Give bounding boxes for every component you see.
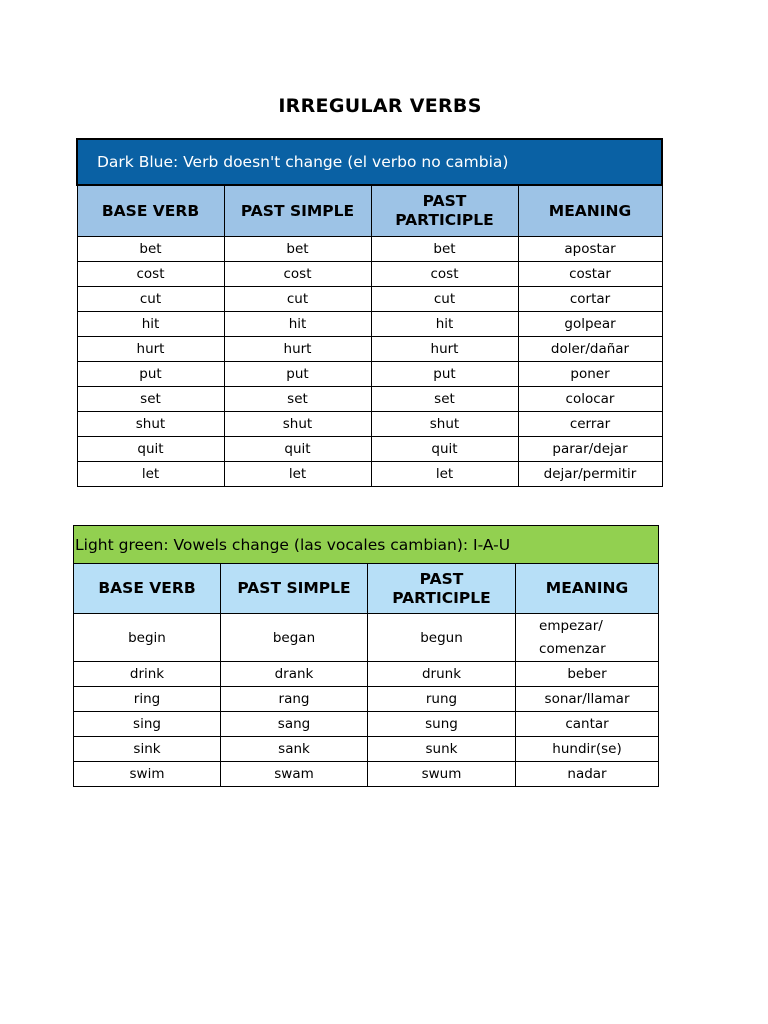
cell-past-participle: quit <box>371 437 518 462</box>
cell-past-participle: swum <box>368 762 516 787</box>
cell-past-participle: sunk <box>368 737 516 762</box>
table-row <box>77 462 662 487</box>
cell-meaning: cortar <box>518 287 662 312</box>
cell-base-verb: let <box>77 462 224 487</box>
table-row <box>74 762 659 787</box>
table-row <box>74 687 659 712</box>
cell-meaning: cantar <box>516 712 659 737</box>
cell-meaning: sonar/llamar <box>516 687 659 712</box>
cell-base-verb: cost <box>77 262 224 287</box>
table-row <box>74 737 659 762</box>
cell-meaning: hundir(se) <box>516 737 659 762</box>
cell-base-verb: sink <box>74 737 221 762</box>
cell-past-participle: rung <box>368 687 516 712</box>
table-row <box>77 262 662 287</box>
column-header-base-verb: BASE VERB <box>74 564 221 614</box>
table-row <box>77 412 662 437</box>
cell-meaning: doler/dañar <box>518 337 662 362</box>
column-header-meaning: MEANING <box>516 564 659 614</box>
cell-base-verb: cut <box>77 287 224 312</box>
table-row <box>77 312 662 337</box>
table-banner: Dark Blue: Verb doesn't change (el verbo no cambia) <box>77 139 662 185</box>
cell-base-verb: ring <box>74 687 221 712</box>
table-row <box>77 337 662 362</box>
cell-past-participle: set <box>371 387 518 412</box>
cell-meaning <box>516 614 659 662</box>
cell-past-simple: put <box>224 362 371 387</box>
table-header-row <box>77 185 662 237</box>
cell-past-participle: hit <box>371 312 518 337</box>
cell-base-verb: put <box>77 362 224 387</box>
cell-base-verb: set <box>77 387 224 412</box>
cell-base-verb: sing <box>74 712 221 737</box>
cell-past-simple: shut <box>224 412 371 437</box>
column-header-past-participle: PAST PARTICIPLE <box>368 564 516 614</box>
table-banner-row <box>74 526 659 564</box>
cell-past-participle: cost <box>371 262 518 287</box>
cell-past-participle: drunk <box>368 662 516 687</box>
cell-past-simple: cost <box>224 262 371 287</box>
table-row <box>77 387 662 412</box>
cell-past-participle: cut <box>371 287 518 312</box>
cell-past-participle: sung <box>368 712 516 737</box>
cell-base-verb: swim <box>74 762 221 787</box>
cell-past-participle: begun <box>368 614 516 662</box>
table-header-row <box>74 564 659 614</box>
cell-meaning: colocar <box>518 387 662 412</box>
cell-past-simple: hit <box>224 312 371 337</box>
cell-past-simple: cut <box>224 287 371 312</box>
cell-past-simple: began <box>221 614 368 662</box>
table-row <box>77 437 662 462</box>
column-header-base-verb: BASE VERB <box>77 185 224 237</box>
cell-past-simple: rang <box>221 687 368 712</box>
cell-past-simple: quit <box>224 437 371 462</box>
cell-meaning: poner <box>518 362 662 387</box>
cell-meaning: apostar <box>518 237 662 262</box>
column-header-past-participle: PAST PARTICIPLE <box>371 185 518 237</box>
page-title: IRREGULAR VERBS <box>278 95 482 117</box>
table-row <box>74 662 659 687</box>
cell-past-simple: drank <box>221 662 368 687</box>
cell-past-simple: sang <box>221 712 368 737</box>
cell-meaning-text: empezar/ comenzar <box>539 617 606 657</box>
table-banner: Light green: Vowels change (las vocales cambian): I-A-U <box>74 526 659 564</box>
cell-past-simple: let <box>224 462 371 487</box>
cell-meaning: parar/dejar <box>518 437 662 462</box>
verb-table-light-green <box>73 525 659 787</box>
column-header-past-simple: PAST SIMPLE <box>221 564 368 614</box>
cell-past-participle: let <box>371 462 518 487</box>
table-banner-row <box>77 139 662 185</box>
table-row <box>77 362 662 387</box>
cell-past-participle: hurt <box>371 337 518 362</box>
cell-base-verb: begin <box>74 614 221 662</box>
cell-past-participle: bet <box>371 237 518 262</box>
cell-meaning: nadar <box>516 762 659 787</box>
cell-base-verb: quit <box>77 437 224 462</box>
table-row <box>77 287 662 312</box>
cell-base-verb: shut <box>77 412 224 437</box>
verb-table-dark-blue <box>76 138 663 487</box>
cell-past-participle: put <box>371 362 518 387</box>
table-row <box>74 712 659 737</box>
cell-meaning: golpear <box>518 312 662 337</box>
cell-meaning: dejar/permitir <box>518 462 662 487</box>
cell-past-participle: shut <box>371 412 518 437</box>
cell-base-verb: drink <box>74 662 221 687</box>
table-row <box>74 614 659 662</box>
cell-meaning: beber <box>516 662 659 687</box>
cell-past-simple: set <box>224 387 371 412</box>
column-header-meaning: MEANING <box>518 185 662 237</box>
table-row <box>77 237 662 262</box>
cell-base-verb: hurt <box>77 337 224 362</box>
cell-base-verb: hit <box>77 312 224 337</box>
cell-past-simple: hurt <box>224 337 371 362</box>
cell-meaning: cerrar <box>518 412 662 437</box>
cell-meaning: costar <box>518 262 662 287</box>
column-header-past-simple: PAST SIMPLE <box>224 185 371 237</box>
cell-past-simple: swam <box>221 762 368 787</box>
cell-past-simple: sank <box>221 737 368 762</box>
cell-base-verb: bet <box>77 237 224 262</box>
cell-past-simple: bet <box>224 237 371 262</box>
